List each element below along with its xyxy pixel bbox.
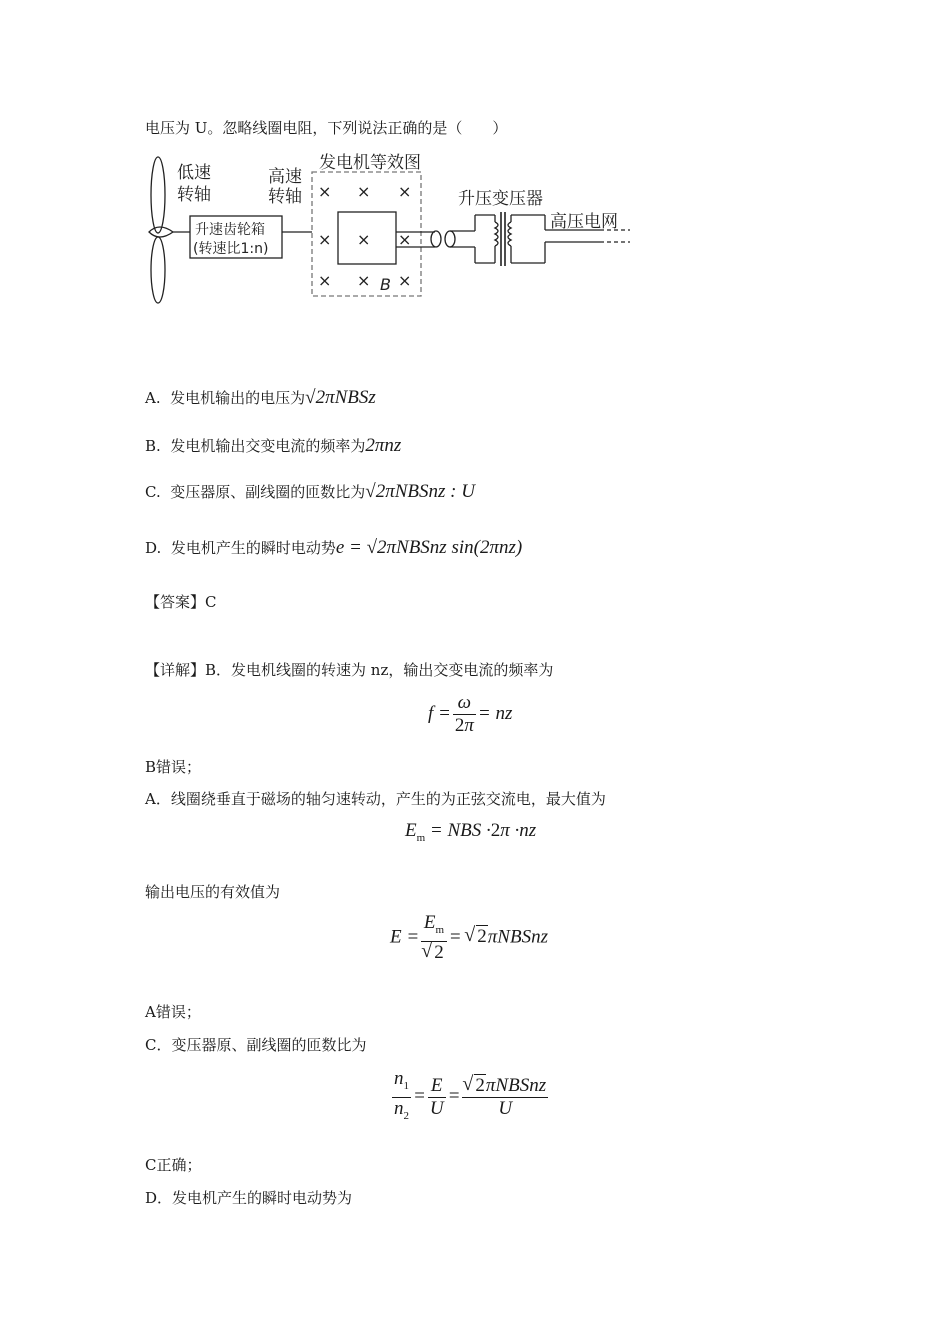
svg-text:×: × — [398, 271, 412, 290]
turbine-blade-top — [151, 157, 165, 233]
secondary-coil — [508, 222, 511, 246]
gearbox-label-1: 升速齿轮箱 — [195, 222, 265, 238]
explanation-b: 【详解】B．发电机线圈的转速为 nz，输出交变电流的频率为 — [145, 661, 554, 679]
svg-text:×: × — [318, 230, 332, 249]
svg-text:×: × — [357, 271, 371, 290]
equation-effective: E = $E_m$ √ 2 = √ 2πNBSnz — [390, 912, 548, 964]
equation-turns-ratio: $\frac{n_1}{n_2}$ = $\frac{E}{U}$ = √ $\frac{\text{2πNBSnz}}{U}$ — [390, 1068, 550, 1127]
transformer-title: 升压变压器 — [458, 189, 543, 209]
gearbox-label-2: (转速比1:n) — [193, 241, 269, 257]
generator-diagram — [145, 150, 645, 310]
turbine-blade-bottom — [151, 237, 165, 303]
option-d: D. 发电机产生的瞬时电动势e = √2πNBSnz sin(2πnz) — [145, 537, 523, 558]
explanation-c: C．变压器原、副线圈的匝数比为 — [145, 1036, 367, 1054]
option-b: B. 发电机输出交变电流的频率为2πnz — [145, 435, 402, 456]
generator-title: 发电机等效图 — [319, 153, 421, 173]
primary-coil — [495, 222, 498, 246]
explanation-a: A．线圈绕垂直于磁场的轴匀速转动，产生的为正弦交流电，最大值为 — [145, 790, 606, 808]
equation-frequency: f = $\frac{\omega}{2\pi}$ = nz — [428, 692, 513, 736]
low-speed-label-2: 转轴 — [177, 185, 211, 205]
high-speed-label-1: 高速 — [268, 167, 302, 187]
svg-text:×: × — [318, 271, 332, 290]
low-speed-label-1: 低速 — [177, 163, 211, 183]
svg-text:×: × — [398, 182, 412, 201]
explanation-c-right: C正确； — [145, 1156, 202, 1174]
explanation-b-wrong: B错误； — [145, 758, 202, 776]
option-c: C. 变压器原、副线圈的匝数比为√2πNBSnz : U — [145, 481, 475, 502]
svg-text:×: × — [357, 182, 371, 201]
svg-text:×: × — [318, 182, 332, 201]
svg-text:×: × — [357, 230, 371, 249]
option-a: A. 发电机输出的电压为√2πNBSz — [145, 387, 376, 408]
answer: 【答案】C — [145, 593, 217, 611]
svg-text:×: × — [398, 230, 412, 249]
field-label: B — [380, 275, 391, 294]
explanation-effective: 输出电压的有效值为 — [145, 883, 281, 901]
explanation-d: D．发电机产生的瞬时电动势为 — [145, 1189, 353, 1207]
grid-label: 高压电网 — [550, 212, 618, 232]
explanation-a-wrong: A错误； — [145, 1003, 201, 1021]
equation-emax: $E_m$ = NBS ·2π ·nz — [405, 820, 537, 844]
question-text: 电压为 U。忽略线圈电阻，下列说法正确的是（ ） — [145, 119, 508, 137]
high-speed-label-2: 转轴 — [268, 187, 302, 207]
